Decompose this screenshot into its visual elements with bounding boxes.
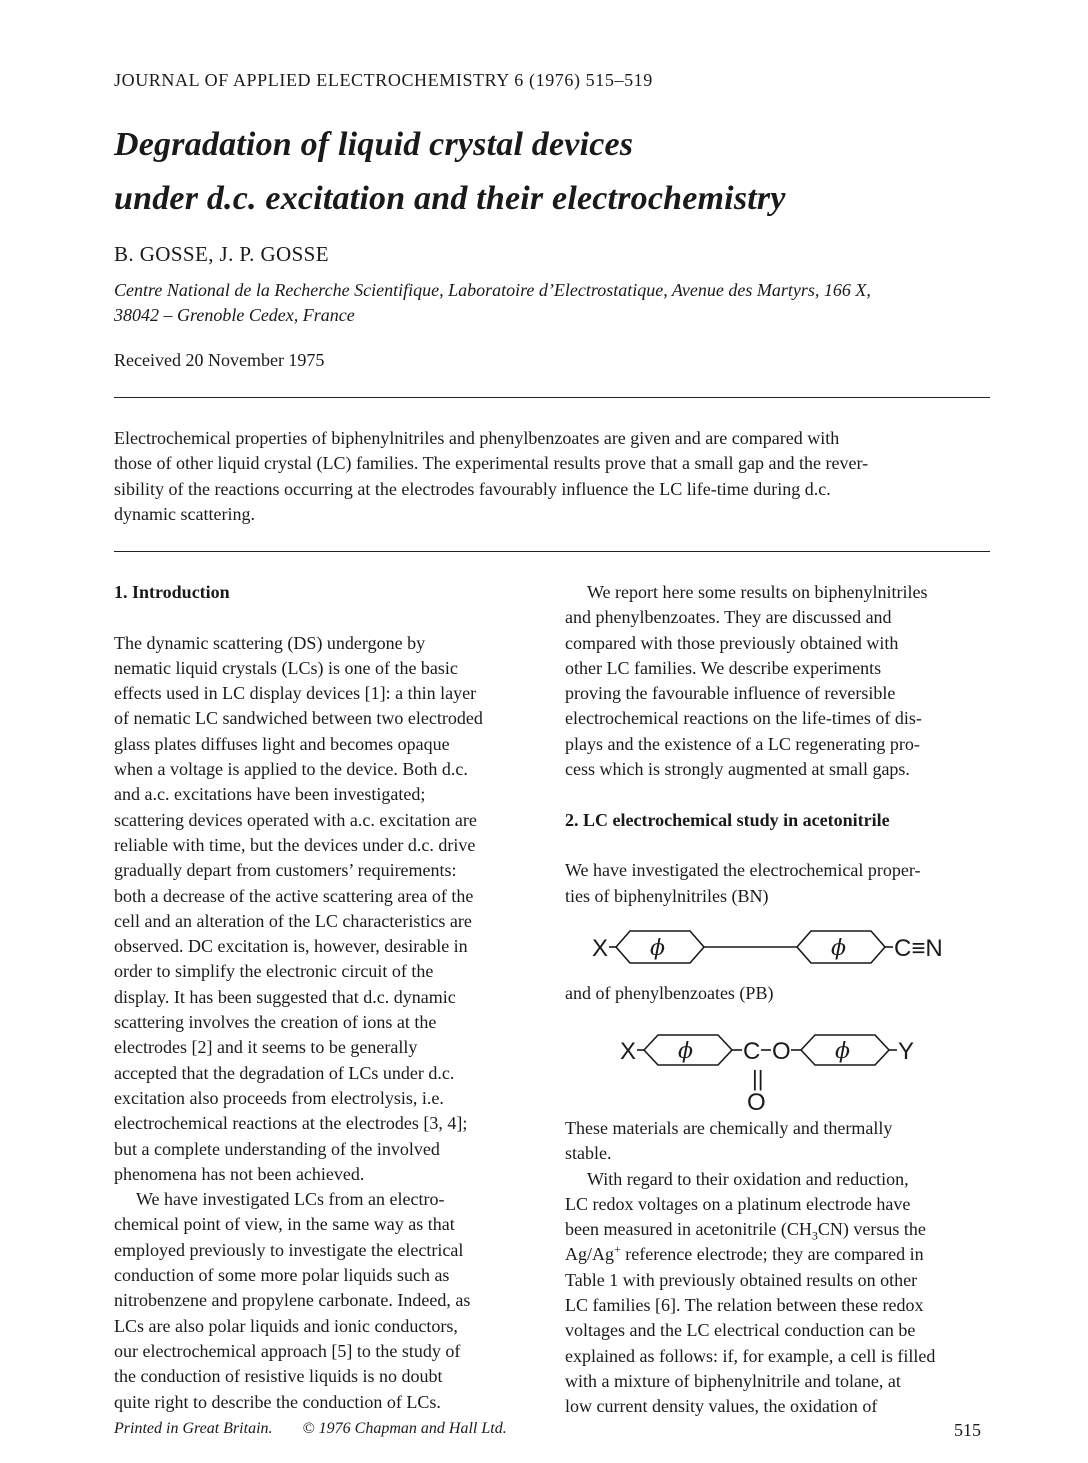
copyright-note: © 1976 Chapman and Hall Ltd.: [302, 1420, 507, 1437]
affiliation-line-2: 38042 – Grenoble Cedex, France: [114, 305, 355, 325]
received-date: Received 20 November 1975: [114, 350, 325, 370]
body-line: plays and the existence of a LC regenerating pro-: [565, 733, 920, 754]
body-line: with a mixture of biphenylnitrile and tolane, at: [565, 1370, 901, 1391]
body-line: electrodes [2] and it seems to be generally: [114, 1037, 418, 1058]
body-line: scattering devices operated with a.c. excitation are: [114, 809, 477, 830]
phenylbenzoate-formula: [618, 1030, 948, 1114]
body-line: phenomena has not been achieved.: [114, 1163, 365, 1184]
body-line: voltages and the LC electrical conduction can be: [565, 1320, 916, 1341]
body-line: gradually depart from customers’ requirements:: [114, 860, 457, 881]
body-line: our electrochemical approach [5] to the study of: [114, 1340, 461, 1361]
body-line: electrochemical reactions on the life-times of dis-: [565, 708, 922, 729]
bottom-rule: [114, 551, 990, 552]
body-line: We have investigated the electrochemical proper-: [565, 860, 921, 881]
body-line: reliable with time, but the devices under d.c. drive: [114, 834, 476, 855]
biphenylnitrile-formula: [590, 925, 970, 969]
body-line: We have investigated LCs from an electro-: [136, 1189, 445, 1210]
bn-caption-block: [565, 981, 997, 1006]
body-line: when a voltage is applied to the device. Both d.c.: [114, 759, 468, 780]
phi-label: ϕ: [650, 936, 665, 961]
body-line: other LC families. We describe experiments: [565, 657, 882, 678]
body-line: cess which is strongly augmented at small gaps.: [565, 759, 910, 780]
body-line: accepted that the degradation of LCs under d.c.: [114, 1062, 455, 1083]
body-line: LC redox voltages on a platinum electrode have: [565, 1193, 911, 1214]
body-line: employed previously to investigate the electrical: [114, 1239, 464, 1260]
nitrile-group: C≡N: [894, 935, 943, 962]
phi-label: ϕ: [831, 936, 846, 961]
body-line: both a decrease of the active scattering area of the: [114, 885, 474, 906]
body-line: conduction of some more polar liquids such as: [114, 1265, 450, 1286]
body-line: nitrobenzene and propylene carbonate. Indeed, as: [114, 1290, 471, 1311]
body-line-ch3cn: been measured in acetonitrile $(CH_3CN)$ versus the: [565, 1219, 926, 1243]
body-line: and phenylbenzoates. They are discussed and: [565, 607, 892, 628]
formula-y: Y: [898, 1038, 915, 1065]
body-line: The dynamic scattering (DS) undergone by: [114, 632, 426, 653]
body-line: order to simplify the electronic circuit of the: [114, 961, 434, 982]
affiliation-line-1: Centre National de la Recherche Scientifique, Laboratoire d’Electrostatique, Avenue des Martyrs, 166 X,: [114, 280, 871, 300]
section-heading-introduction: 1. Introduction: [114, 582, 230, 602]
formula-x: X: [620, 1038, 637, 1065]
authors: B. GOSSE, J. P. GOSSE: [114, 242, 329, 266]
body-line: compared with those previously obtained with: [565, 632, 899, 653]
page-number: 515: [954, 1420, 981, 1440]
body-line: low current density values, the oxidation of: [565, 1396, 878, 1417]
abstract-line: Electrochemical properties of biphenylnitriles and phenylbenzoates are given and are compared with: [114, 428, 840, 448]
body-line: and of phenylbenzoates (PB): [565, 983, 774, 1003]
ester-oxygen: O: [772, 1038, 791, 1065]
body-line: but a complete understanding of the involved: [114, 1138, 440, 1159]
top-rule: [114, 397, 990, 398]
phi-label: ϕ: [678, 1039, 693, 1064]
body-line: With regard to their oxidation and reduction,: [587, 1168, 909, 1189]
formula-x: X: [592, 935, 609, 962]
body-line: scattering involves the creation of ions at the: [114, 1012, 437, 1033]
body-line: nematic liquid crystals (LCs) is one of the basic: [114, 657, 458, 678]
body-line: These materials are chemically and thermally: [565, 1118, 893, 1138]
right-column-top: [565, 580, 997, 909]
phi-label: ϕ: [835, 1039, 850, 1064]
double-bond: ||: [752, 1066, 764, 1091]
body-line: electrochemical reactions at the electrodes [3, 4];: [114, 1113, 468, 1134]
body-line: chemical point of view, in the same way as that: [114, 1214, 455, 1235]
body-line: LC families [6]. The relation between these redox: [565, 1295, 924, 1316]
section-heading-acetonitrile: 2. LC electrochemical study in acetonitrile: [565, 809, 890, 830]
left-column: [114, 580, 546, 1415]
body-line: ties of biphenylnitriles (BN): [565, 885, 769, 906]
body-line: observed. DC excitation is, however, desirable in: [114, 936, 468, 957]
body-line: Table 1 with previously obtained results on other: [565, 1269, 918, 1290]
body-line: and a.c. excitations have been investigated;: [114, 784, 426, 805]
abstract-line: those of other liquid crystal (LC) families. The experimental results prove that a small gap and the rever-: [114, 453, 869, 474]
footer: [114, 1420, 507, 1438]
body-line: the conduction of resistive liquids is no doubt: [114, 1366, 443, 1387]
body-line: cell and an alteration of the LC characteristics are: [114, 910, 472, 931]
right-column-bottom: [565, 1116, 997, 1420]
abstract-line: sibility of the reactions occurring at the electrodes favourably influence the LC life-time during d.c.: [114, 478, 831, 499]
body-line: We report here some results on biphenylnitriles: [587, 582, 928, 602]
carbonyl-carbon: C: [743, 1038, 761, 1065]
body-line: display. It has been suggested that d.c. dynamic: [114, 986, 456, 1007]
abstract-line: dynamic scattering.: [114, 503, 255, 524]
body-line: explained as follows: if, for example, a cell is filled: [565, 1345, 936, 1366]
abstract: [114, 426, 994, 527]
body-line: quite right to describe the conduction of LCs.: [114, 1391, 441, 1412]
body-line: of nematic LC sandwiched between two electroded: [114, 708, 483, 729]
carbonyl-oxygen: O: [747, 1089, 766, 1114]
printed-note: Printed in Great Britain.: [114, 1420, 273, 1437]
body-line: glass plates diffuses light and becomes opaque: [114, 733, 450, 754]
body-line: LCs are also polar liquids and ionic conductors,: [114, 1315, 458, 1336]
body-line: effects used in LC display devices [1]: a thin layer: [114, 683, 477, 704]
body-line: excitation also proceeds from electrolysis, i.e.: [114, 1087, 444, 1108]
title-line-2: under d.c. excitation and their electrochemistry: [114, 180, 786, 217]
title-line-1: Degradation of liquid crystal devices: [114, 126, 634, 163]
body-line-agag: Ag/Ag+ reference electrode; they are compared in: [565, 1242, 924, 1265]
journal-header: JOURNAL OF APPLIED ELECTROCHEMISTRY 6 (1976) 515–519: [114, 70, 653, 90]
body-line: stable.: [565, 1143, 612, 1164]
body-line: proving the favourable influence of reversible: [565, 683, 896, 704]
